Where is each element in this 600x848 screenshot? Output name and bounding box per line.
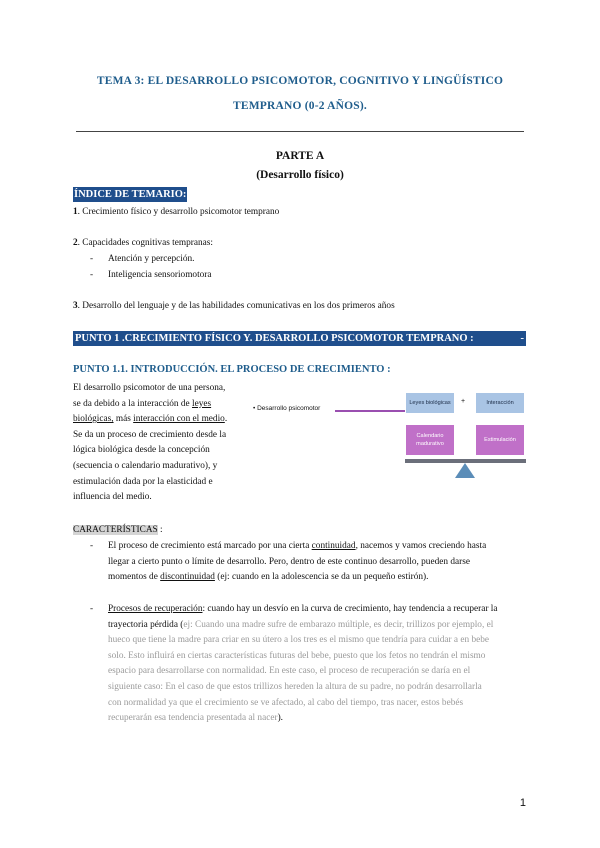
diagram-fulcrum-icon bbox=[455, 463, 475, 479]
index-item-1 bbox=[73, 205, 279, 221]
characteristics-bullet-2: - Procesos de recuperación: cuando hay un desvío en la curva de crecimiento, hay tendencia a recuperar la trayectoria pérdida (ej: Cuando una madre sufre de embarazo múltiple, es decir, trillizos por ejemplo, el hueco que tiene la madre para criar en su útero a los tres es el mismo que tendría para cuidar a en bebe solo. Esto influirá en ciertas características futuras del bebe, puesto que los fetos no tendrán el mismo espacio para desarrollarse con normalidad. En este caso, el proceso de recuperación se daría en el siguiente caso: En el caso de que estos trillizos hereden la altura de su padre, no podrán desarrollarla con normalidad ya que el crecimiento se ve afectado, al cabo del tiempo, tras nacer, estos bebés recuperarán esa tendencia presentada al nacer). bbox=[90, 604, 498, 724]
index-sub-item-2: Inteligencia sensoriomotora bbox=[108, 270, 212, 280]
intro-line: lógica biológica desde la concepción bbox=[73, 445, 210, 456]
index-item-3-text: . Desarrollo del lenguaje y de las habilidades comunicativas en los dos primeros años bbox=[77, 301, 395, 311]
section-1-heading: PUNTO 1 .CRECIMIENTO FÍSICO Y. DESARROLLO PSICOMOTOR TEMPRANO : bbox=[75, 333, 474, 344]
index-item-2-text: . Capacidades cognitivas tempranas: bbox=[77, 238, 213, 248]
diagram-plus-sign: + bbox=[461, 398, 466, 405]
intro-line: estimulación dada por la elasticidad e bbox=[73, 476, 213, 487]
intro-line: se da debido a la interacción de leyes bbox=[73, 398, 212, 409]
index-item-1-number: 1 bbox=[73, 207, 78, 217]
diagram-box-interaction: Interacción bbox=[476, 393, 524, 413]
psychomotor-diagram bbox=[250, 385, 530, 485]
environment-interaction-text: interacción con el medio bbox=[133, 414, 225, 425]
diagram-box-biological-laws: Leyes biológicas bbox=[406, 393, 454, 413]
page-number: 1 bbox=[519, 797, 526, 809]
intro-line: El desarrollo psicomotor de una persona, bbox=[73, 383, 226, 393]
recovery-processes-text: Procesos de recuperación bbox=[108, 604, 203, 614]
part-label: PARTE A bbox=[275, 150, 325, 162]
document-title-line1: TEMA 3: EL DESARROLLO PSICOMOTOR, COGNITIVO Y LINGÜÍSTICO bbox=[96, 75, 504, 87]
diagram-connector-line bbox=[335, 410, 405, 412]
intro-line: biológicas, más interacción con el medio. bbox=[73, 414, 228, 425]
index-heading: ÍNDICE DE TEMARIO: bbox=[74, 189, 187, 200]
title-divider bbox=[76, 131, 524, 132]
section-1-1-heading: PUNTO 1.1. INTRODUCCIÓN. EL PROCESO DE CRECIMIENTO : bbox=[73, 364, 391, 375]
index-item-1-text: . Crecimiento físico y desarrollo psicomotor temprano bbox=[77, 207, 280, 217]
intro-line: influencia del medio. bbox=[73, 492, 152, 503]
discontinuity-text: discontinuidad bbox=[160, 572, 215, 583]
continuity-text: continuidad bbox=[311, 541, 356, 551]
characteristics-heading-row: CARACTERÍSTICAS : bbox=[73, 525, 163, 535]
diagram-label: • Desarrollo psicomotor bbox=[253, 405, 321, 412]
intro-line: (secuencia o calendario madurativo), y bbox=[73, 460, 218, 471]
intro-line: Se da un proceso de crecimiento desde la bbox=[73, 429, 227, 440]
index-sub-item: - Atención y percepción. bbox=[90, 254, 195, 264]
index-item-2-number: 2 bbox=[73, 238, 78, 248]
section-1-heading-dash: - bbox=[520, 333, 524, 344]
section-1-heading-bar bbox=[73, 331, 526, 346]
laws-link-text: leyes bbox=[192, 398, 212, 409]
index-item-2 bbox=[73, 236, 213, 252]
index-sub-item-1: Atención y percepción. bbox=[108, 254, 195, 264]
index-item-3 bbox=[73, 299, 395, 315]
characteristics-bullet-1: - El proceso de crecimiento está marcado por una cierta continuidad, nacemos y vamos creciendo hasta llegar a cierto punto o límite de desarrollo. Pero, dentro de este continuo desarrollo, pueden darse momentos de discontinuidad (ej: cuando en la adolescencia se da un pequeño estirón). bbox=[90, 541, 487, 583]
part-subtitle: (Desarrollo físico) bbox=[256, 169, 344, 181]
diagram-box-calendar: Calendario madurativo bbox=[406, 425, 454, 455]
index-sub-item: - Inteligencia sensoriomotora bbox=[90, 270, 212, 280]
intro-paragraph bbox=[73, 381, 245, 506]
diagram-box-stimulation: Estimulación bbox=[476, 425, 524, 455]
document-title-line2: TEMPRANO (0-2 AÑOS). bbox=[232, 100, 367, 112]
characteristics-heading: CARACTERÍSTICAS bbox=[73, 525, 158, 535]
index-item-3-number: 3 bbox=[73, 301, 78, 311]
